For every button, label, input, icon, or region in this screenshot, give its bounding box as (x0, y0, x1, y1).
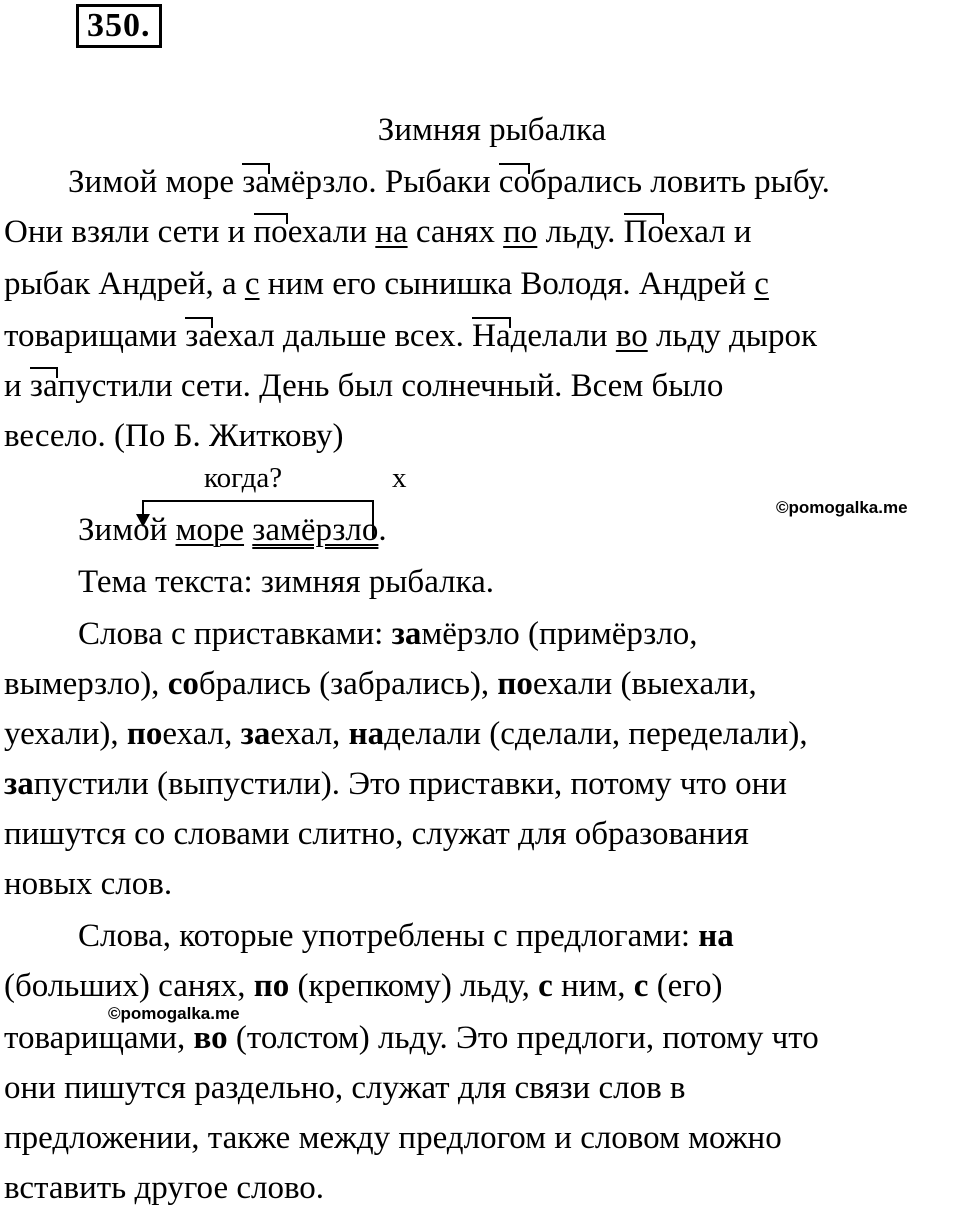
prep-para-line-3: товарищами, во (толстом) льду. Это предлоги, потому что (4, 1020, 819, 1056)
preposition-underline: с (244, 266, 260, 302)
scheme-word-adverbial: Зимой (78, 512, 168, 548)
prefix-mark: за (30, 360, 58, 412)
prefix-para-line-1: Слова с приставками: замёрзло (примёрзло, (78, 616, 698, 652)
prefix-mark: за (242, 156, 270, 208)
text-line-1: Зимой море замёрзло. Рыбаки собрались ловить рыбу. (4, 156, 960, 208)
prep-para-line-1: Слова, которые употреблены с предлогами: на (78, 918, 734, 954)
scheme-question: когда? (204, 462, 283, 494)
scheme-sentence: Зимой море замёрзло. (78, 512, 387, 548)
prefix-mark: со (499, 156, 530, 208)
text-line-2: Они взяли сети и поехали на санях по льду. Поехал и (4, 206, 960, 258)
watermark: ©pomogalka.me (776, 498, 908, 517)
prefix-para-line-3: уехали), поехал, заехал, наделали (сделали, переделали), (4, 716, 808, 752)
prefix-mark: за (185, 310, 213, 362)
watermark: ©pomogalka.me (108, 1004, 240, 1023)
prep-para-line-2: (больших) санях, по (крепкому) льду, с ним, с (его) (4, 968, 723, 1004)
text-line-5: и запустили сети. День был солнечный. Всем было (4, 360, 960, 412)
text-line-6: весело. (По Б. Житкову) (4, 418, 344, 454)
prep-para-line-4: они пишутся раздельно, служат для связи слов в (4, 1070, 686, 1106)
prefix-para-line-5: пишутся со словами слитно, служат для образования (4, 816, 749, 852)
preposition-underline: по (503, 214, 538, 250)
scheme-subject: море (175, 512, 245, 548)
preposition-underline: с (754, 266, 769, 302)
scheme-arrow-horizontal (142, 500, 374, 502)
prefix-mark: По (624, 206, 664, 258)
prefix-para-line-2: вымерзло), собрались (забрались), поехали (выехали, (4, 666, 757, 702)
exercise-number: 350. (76, 4, 162, 48)
topic-line: Тема текста: зимняя рыбалка. (78, 564, 495, 600)
prep-para-line-5: предложении, также между предлогом и словом можно (4, 1120, 782, 1156)
text-line-3: рыбак Андрей, а с ним его сынишка Володя. Андрей с (4, 266, 769, 302)
prep-para-line-6: вставить другое слово. (4, 1170, 325, 1206)
scheme-mark: x (392, 462, 407, 494)
scheme-predicate: замёрзло (252, 512, 379, 548)
prefix-mark: На (472, 310, 510, 362)
preposition-underline: во (615, 318, 648, 354)
prefix-mark: по (254, 206, 288, 258)
prefix-para-line-4: запустили (выпустили). Это приставки, потому что они (4, 766, 787, 802)
preposition-underline: на (375, 214, 408, 250)
prefix-para-line-6: новых слов. (4, 866, 173, 902)
text-line-4: товарищами заехал дальше всех. Наделали во льду дырок (4, 310, 960, 362)
text-title: Зимняя рыбалка (377, 112, 607, 148)
